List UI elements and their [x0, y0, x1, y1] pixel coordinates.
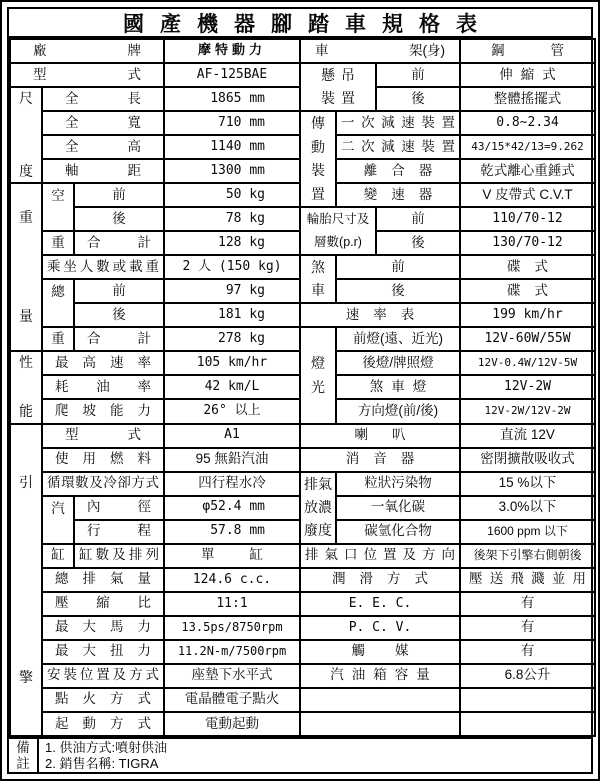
group-char: 量	[19, 308, 33, 325]
table-row	[300, 207, 595, 231]
group-char: 傳	[311, 115, 325, 132]
table-row	[10, 424, 300, 448]
table-row	[300, 664, 595, 688]
empty-cell	[460, 712, 595, 736]
group-char: 引	[19, 473, 33, 490]
dim-row-label: 全寬	[42, 111, 164, 135]
weight-row-value: 50 kg	[164, 183, 300, 207]
engine-row-value: 電晶體電子點火	[164, 688, 300, 712]
engine-row-value: 座墊下水平式	[164, 664, 300, 688]
emission-row-label: 粒狀污染物	[336, 472, 460, 496]
spec-table-left	[9, 38, 301, 737]
transmission-row-value: 乾式離心重錘式	[460, 159, 595, 183]
dim-row-label: 全高	[42, 135, 164, 159]
table-row	[10, 375, 300, 399]
table-row	[300, 63, 595, 87]
table-row	[300, 640, 595, 664]
weight-row-label: 後	[74, 303, 164, 327]
group-line: 層數(p.r)	[314, 234, 362, 249]
perf-row-label: 最高速率	[42, 351, 164, 375]
table-row	[10, 448, 300, 472]
performance-group	[10, 351, 42, 423]
dim-row-label: 軸距	[42, 159, 164, 183]
table-row	[10, 159, 300, 183]
horn-label: 喇叭	[300, 424, 460, 448]
light-row-label: 方向燈(前/後)	[336, 399, 460, 423]
group-line: 排氣	[304, 475, 332, 492]
group-char: 光	[311, 379, 325, 396]
eec-label: E. E. C.	[300, 592, 460, 616]
tire-row-label: 前	[376, 207, 460, 231]
suspension-row-label: 前	[376, 63, 460, 87]
spec-table-right	[299, 38, 596, 737]
pcv-label: P. C. V.	[300, 616, 460, 640]
transmission-row-value: V 皮帶式 C.V.T	[460, 183, 595, 207]
engine-row-label: 內徑	[74, 496, 164, 520]
light-row-value: 12V-2W/12V-2W	[460, 399, 595, 423]
gross-weight-total-sub: 重	[42, 327, 74, 351]
table-row	[10, 63, 300, 87]
group-line: 放濃	[304, 498, 332, 515]
brake-row-label: 後	[336, 279, 460, 303]
engine-row-label: 安裝位置及方式	[42, 664, 164, 688]
engine-row-label: 使用燃料	[42, 448, 164, 472]
group-char: 尺	[19, 90, 33, 107]
emission-row-value: 3.0%以下	[460, 496, 595, 520]
notes-row	[9, 737, 591, 772]
table-row	[10, 472, 300, 496]
table-row	[10, 279, 300, 303]
table-row	[10, 496, 300, 520]
frame-label-left: 車	[315, 42, 329, 58]
transmission-row-label: 二次減速裝置	[336, 135, 460, 159]
table-row	[10, 640, 300, 664]
perf-row-value: 42 km/L	[164, 375, 300, 399]
group-line: 裝置	[321, 89, 361, 106]
brakes-group	[300, 255, 336, 303]
tire-row-label: 後	[376, 231, 460, 255]
lubrication-value: 壓送飛濺並用	[460, 568, 595, 592]
empty-weight-total-sub: 重	[42, 231, 74, 255]
table-row	[10, 544, 300, 568]
light-row-value: 12V-2W	[460, 375, 595, 399]
engine-row-label: 總排氣量	[42, 568, 164, 592]
table-row	[10, 255, 300, 279]
table-row	[300, 712, 595, 736]
tire-row-value: 110/70-12	[460, 207, 595, 231]
group-char: 重	[19, 209, 33, 226]
engine-row-value: φ52.4 mm	[164, 496, 300, 520]
engine-row-label: 缸數及排列	[74, 544, 164, 568]
transmission-row-label: 一次減速裝置	[336, 111, 460, 135]
engine-row-value: 124.6 c.c.	[164, 568, 300, 592]
engine-row-label: 壓縮比	[42, 592, 164, 616]
table-row	[300, 111, 595, 135]
empty-cell	[300, 688, 460, 712]
weight-row-value: 78 kg	[164, 207, 300, 231]
spec-sheet	[7, 7, 593, 774]
engine-row-label: 最大扭力	[42, 640, 164, 664]
empty-weight-sub: 空	[42, 183, 74, 231]
transmission-row-label: 離合器	[336, 159, 460, 183]
eec-value: 有	[460, 592, 595, 616]
engine-row-label: 最大馬力	[42, 616, 164, 640]
spec-table-body	[9, 36, 591, 737]
muffler-value: 密閉擴散吸收式	[460, 448, 595, 472]
group-line: 輪胎尺寸及	[306, 211, 370, 226]
engine-row-value: 四行程水冷	[164, 472, 300, 496]
group-char: 燈	[311, 355, 325, 372]
light-row-label: 前燈(遠、近光)	[336, 327, 460, 351]
light-row-label: 後燈/牌照燈	[336, 351, 460, 375]
engine-row-label: 型式	[42, 424, 164, 448]
suspension-row-value: 整體搖擺式	[460, 87, 595, 111]
table-row	[300, 544, 595, 568]
table-row	[300, 39, 595, 63]
perf-row-label: 耗油率	[42, 375, 164, 399]
light-row-value: 12V-0.4W/12V-5W	[460, 351, 595, 375]
speedometer-label: 速率表	[300, 303, 460, 327]
notes-text	[39, 739, 591, 772]
capacity-value: 2 人 (150 kg)	[164, 255, 300, 279]
table-row	[10, 111, 300, 135]
engine-row-value: 57.8 mm	[164, 520, 300, 544]
engine-row-value: 11.2N-m/7500rpm	[164, 640, 300, 664]
table-row	[10, 231, 300, 255]
group-char: 煞	[311, 259, 325, 276]
lubrication-label: 潤滑方式	[300, 568, 460, 592]
weight-group	[10, 183, 42, 351]
tires-group	[300, 207, 376, 255]
transmission-row-value: 0.8~2.34	[460, 111, 595, 135]
group-char: 能	[19, 403, 33, 420]
table-row	[300, 327, 595, 351]
group-char: 車	[311, 282, 325, 299]
table-row	[10, 39, 300, 63]
engine-row-value: 11:1	[164, 592, 300, 616]
weight-row-label: 前	[74, 183, 164, 207]
engine-row-value: 13.5ps/8750rpm	[164, 616, 300, 640]
perf-row-label: 爬坡能力	[42, 399, 164, 423]
engine-group	[10, 424, 42, 737]
group-line: 懸吊	[321, 66, 361, 83]
exhaust-outlet-value: 後架下引擎右側朝後	[460, 544, 595, 568]
group-char: 裝	[311, 162, 325, 179]
table-row	[10, 712, 300, 736]
cylinder-sub: 缸	[42, 544, 74, 568]
engine-row-label: 行程	[74, 520, 164, 544]
weight-row-value: 278 kg	[164, 327, 300, 351]
engine-row-value: 電動起動	[164, 712, 300, 736]
weight-row-value: 97 kg	[164, 279, 300, 303]
table-row	[300, 183, 595, 207]
note-line: 1. 供油方式:噴射供油	[45, 739, 168, 755]
table-row	[300, 568, 595, 592]
group-char: 擎	[19, 668, 33, 685]
fuel-tank-label: 汽油箱容量	[300, 664, 460, 688]
weight-row-label: 前	[74, 279, 164, 303]
pcv-value: 有	[460, 616, 595, 640]
table-row	[300, 159, 595, 183]
light-row-value: 12V-60W/55W	[460, 327, 595, 351]
table-row	[300, 135, 595, 159]
emission-row-label: 一氧化碳	[336, 496, 460, 520]
suspension-row-value: 伸縮式	[460, 63, 595, 87]
model-value: AF-125BAE	[164, 63, 300, 87]
catalyst-value: 有	[460, 640, 595, 664]
table-row	[300, 520, 595, 544]
emission-row-label: 碳氫化合物	[336, 520, 460, 544]
dim-row-value: 1300 mm	[164, 159, 300, 183]
brand-value: 摩特動力	[164, 39, 300, 63]
table-row	[10, 616, 300, 640]
weight-row-label: 後	[74, 207, 164, 231]
table-row	[10, 351, 300, 375]
table-row	[10, 399, 300, 423]
lights-group	[300, 327, 336, 423]
suspension-row-label: 後	[376, 87, 460, 111]
table-row	[10, 327, 300, 351]
catalyst-label: 觸媒	[300, 640, 460, 664]
engine-row-label: 起動方式	[42, 712, 164, 736]
table-row	[300, 616, 595, 640]
group-line: 廢度	[304, 522, 332, 539]
capacity-label: 乘坐人數或載重	[42, 255, 164, 279]
group-char: 度	[19, 162, 33, 179]
dim-row-label: 全長	[42, 87, 164, 111]
engine-row-value: A1	[164, 424, 300, 448]
brake-row-value: 碟式	[460, 255, 595, 279]
exhaust-outlet-label: 排氣口位置及方向	[300, 544, 460, 568]
dimensions-group	[10, 87, 42, 183]
table-row	[300, 399, 595, 423]
engine-row-value: 單缸	[164, 544, 300, 568]
weight-row-value: 181 kg	[164, 303, 300, 327]
table-row	[300, 303, 595, 327]
speedometer-value: 199 km/hr	[460, 303, 595, 327]
engine-row-label: 點火方式	[42, 688, 164, 712]
frame-label-right: 架(身)	[409, 42, 445, 58]
table-row	[10, 87, 300, 111]
table-row	[10, 568, 300, 592]
table-row	[300, 424, 595, 448]
table-row	[10, 592, 300, 616]
frame-label	[300, 39, 460, 63]
gross-weight-sub: 總	[42, 279, 74, 327]
horn-value: 直流 12V	[460, 424, 595, 448]
table-row	[300, 688, 595, 712]
table-row	[300, 255, 595, 279]
table-row	[10, 135, 300, 159]
dim-row-value: 1140 mm	[164, 135, 300, 159]
emissions-group	[300, 472, 336, 544]
emission-row-value: 15 %以下	[460, 472, 595, 496]
group-char: 置	[311, 185, 325, 202]
tire-row-value: 130/70-12	[460, 231, 595, 255]
table-row	[10, 688, 300, 712]
group-char: 備	[16, 739, 30, 755]
table-row	[300, 279, 595, 303]
frame-value: 鋼管	[460, 39, 595, 63]
table-row	[300, 351, 595, 375]
group-char: 性	[19, 354, 33, 371]
group-char: 動	[311, 138, 325, 155]
weight-row-value: 128 kg	[164, 231, 300, 255]
table-row	[300, 592, 595, 616]
engine-row-label: 循環數及冷卻方式	[42, 472, 164, 496]
table-row	[300, 496, 595, 520]
transmission-row-value: 43/15*42/13=9.262	[460, 135, 595, 159]
table-row	[10, 664, 300, 688]
emission-row-value: 1600 ppm 以下	[460, 520, 595, 544]
weight-row-label: 合計	[74, 327, 164, 351]
brake-row-value: 碟式	[460, 279, 595, 303]
empty-cell	[300, 712, 460, 736]
weight-row-label: 合計	[74, 231, 164, 255]
brake-row-label: 前	[336, 255, 460, 279]
dim-row-value: 1865 mm	[164, 87, 300, 111]
transmission-group	[300, 111, 336, 207]
dim-row-value: 710 mm	[164, 111, 300, 135]
notes-group	[9, 739, 39, 772]
note-line: 2. 銷售名稱: TIGRA	[45, 755, 159, 771]
table-row	[10, 183, 300, 207]
empty-cell	[460, 688, 595, 712]
suspension-group	[300, 63, 376, 111]
perf-row-value: 26° 以上	[164, 399, 300, 423]
transmission-row-label: 變速器	[336, 183, 460, 207]
light-row-label: 煞車燈	[336, 375, 460, 399]
table-row	[300, 472, 595, 496]
table-row	[300, 448, 595, 472]
brand-label: 廠牌	[10, 39, 164, 63]
perf-row-value: 105 km/hr	[164, 351, 300, 375]
fuel-tank-value: 6.8公升	[460, 664, 595, 688]
table-row	[300, 375, 595, 399]
muffler-label: 消音器	[300, 448, 460, 472]
page-title: 國產機器腳踏車規格表	[123, 12, 493, 36]
model-label: 型式	[10, 63, 164, 87]
engine-row-value: 95 無鉛汽油	[164, 448, 300, 472]
cylinder-sub: 汽	[42, 496, 74, 544]
group-char: 註	[16, 755, 30, 771]
